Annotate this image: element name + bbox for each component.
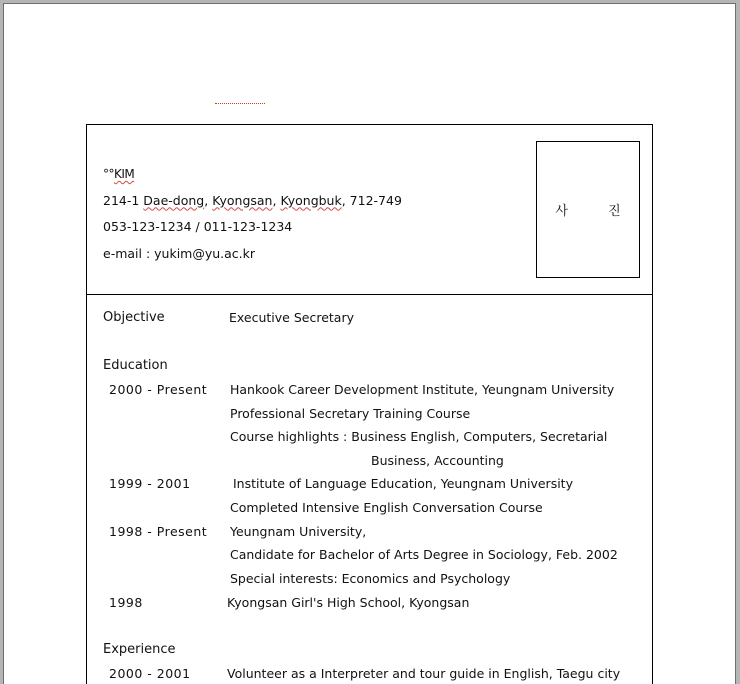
education-line: Institute of Language Education, Yeungnam University: [233, 476, 573, 491]
name-prefix: °°: [103, 167, 114, 181]
objective-value: Executive Secretary: [229, 310, 354, 325]
resume-table: [86, 124, 653, 684]
email-line: e-mail : yukim@yu.ac.kr: [103, 245, 256, 261]
experience-line: Volunteer as a Interpreter and tour guide in English, Taegu city: [227, 666, 621, 681]
phone-line: 053-123-1234 / 011-123-1234: [103, 219, 293, 234]
education-label: Education: [103, 358, 168, 373]
address-line: [103, 188, 402, 215]
education-date: 1998 - Present: [109, 524, 208, 539]
photo-label: 사 진: [555, 204, 639, 219]
address-part: , 712-749: [341, 192, 402, 208]
address-part: ,: [272, 192, 281, 208]
address-part: Kyongsan: [212, 192, 273, 208]
education-line: Course highlights : Business English, Computers, Secretarial: [230, 429, 608, 444]
name-text: KIM: [114, 167, 135, 181]
address-part: 214-1: [103, 192, 144, 208]
education-line: Professional Secretary Training Course: [230, 406, 471, 421]
education-date: 2000 - Present: [109, 382, 208, 397]
education-line: Yeungnam University,: [230, 524, 367, 539]
education-date: 1999 - 2001: [109, 476, 191, 491]
education-line: Hankook Career Development Institute, Yeungnam University: [230, 382, 615, 397]
address-part: Kyongbuk: [280, 192, 342, 208]
address-part: ,: [204, 192, 213, 208]
education-line: Business, Accounting: [371, 453, 504, 468]
objective-label: Objective: [103, 310, 165, 325]
education-line: Kyongsan Girl's High School, Kyongsan: [227, 595, 470, 610]
photo-placeholder: [536, 141, 640, 278]
experience-label: Experience: [103, 642, 176, 657]
spelling-mark: [215, 101, 265, 104]
education-line: Completed Intensive English Conversation Course: [230, 500, 543, 515]
education-date: 1998: [109, 595, 143, 610]
education-line: Candidate for Bachelor of Arts Degree in Sociology, Feb. 2002: [230, 547, 618, 562]
applicant-name: [103, 161, 402, 188]
experience-date: 2000 - 2001: [109, 666, 191, 681]
document-page: [3, 3, 736, 684]
education-line: Special interests: Economics and Psychology: [230, 571, 511, 586]
contact-block: [103, 161, 402, 267]
address-part: Dae-dong: [143, 192, 205, 208]
resume-header: [87, 125, 652, 295]
